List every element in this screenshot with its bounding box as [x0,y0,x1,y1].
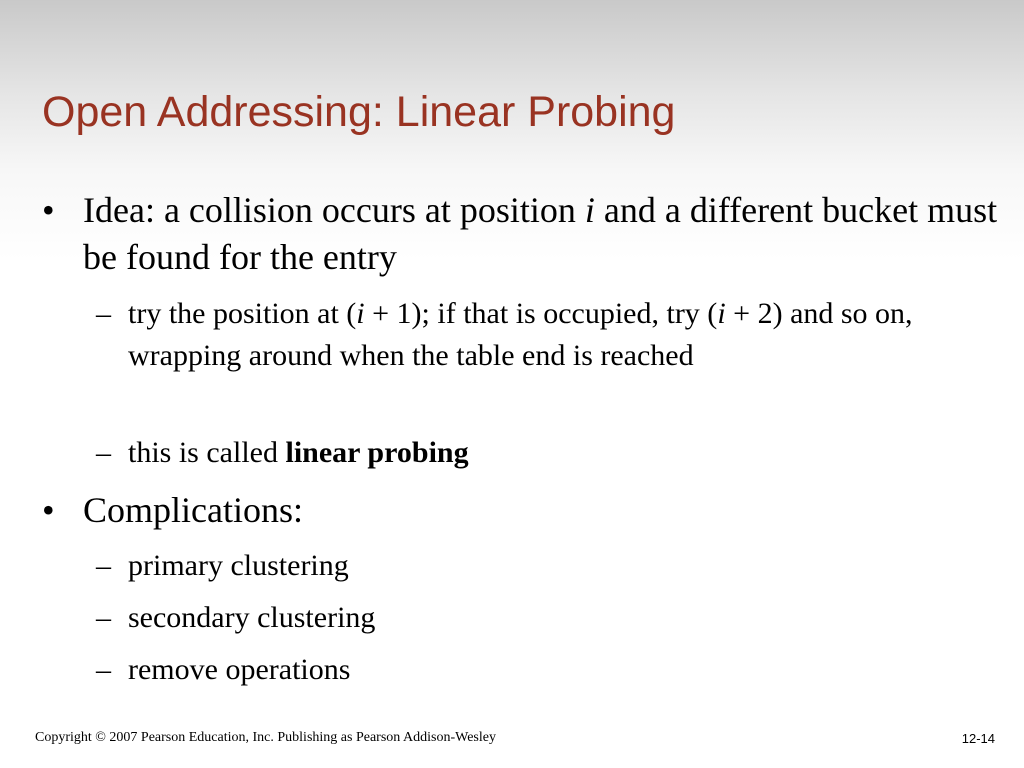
bullet-idea-text-part-1: Idea: a collision occurs at position [83,190,585,230]
bullet-idea [42,187,1002,281]
sub-bullet-try-position [96,293,1020,377]
sub-bullet-remove-operations-text: remove operations [128,653,351,686]
bullet-complications-text: Complications: [83,490,303,530]
bullet-marker: • [42,190,55,230]
bullet-idea-text [83,187,1002,281]
sub-bullet-secondary-clustering-text: secondary clustering [128,601,376,634]
sub-bullet-marker: – [96,549,111,582]
sub-bullet-remove-operations [96,649,1020,691]
try-position-variable-i-1: i [356,297,365,330]
sub-bullet-try-position-text [128,293,1020,377]
bullet-marker: • [42,490,55,530]
linear-probing-prefix: this is called [128,436,286,469]
sub-bullet-linear-probing [96,432,1020,474]
sub-bullet-marker: – [96,436,111,469]
slide-number: 12-14 [961,731,995,746]
sub-bullet-linear-probing-text [128,432,1020,474]
sub-bullet-marker: – [96,297,111,330]
try-position-part-2: + 1); if that is occupied, try ( [364,297,718,330]
try-position-variable-i-2: i [717,297,726,330]
sub-bullet-marker: – [96,653,111,686]
sub-bullet-secondary-clustering [96,597,1020,639]
try-position-part-1: try the position at ( [128,297,357,330]
sub-bullet-primary-clustering [96,545,1020,587]
slide-title: Open Addressing: Linear Probing [42,88,676,136]
bullet-idea-text-part-2: and a different bucket must be found for the entry [83,190,998,277]
sub-bullet-marker: – [96,601,111,634]
linear-probing-term: linear probing [285,436,469,469]
sub-bullet-primary-clustering-text: primary clustering [128,549,349,582]
bullet-complications [42,487,1002,534]
try-position-part-3: + 2) and so on, wrapping around when the table end is reached [128,297,913,372]
copyright-footer: Copyright © 2007 Pearson Education, Inc. Publishing as Pearson Addison-Wesley [35,730,496,745]
bullet-idea-variable-i: i [584,190,595,230]
